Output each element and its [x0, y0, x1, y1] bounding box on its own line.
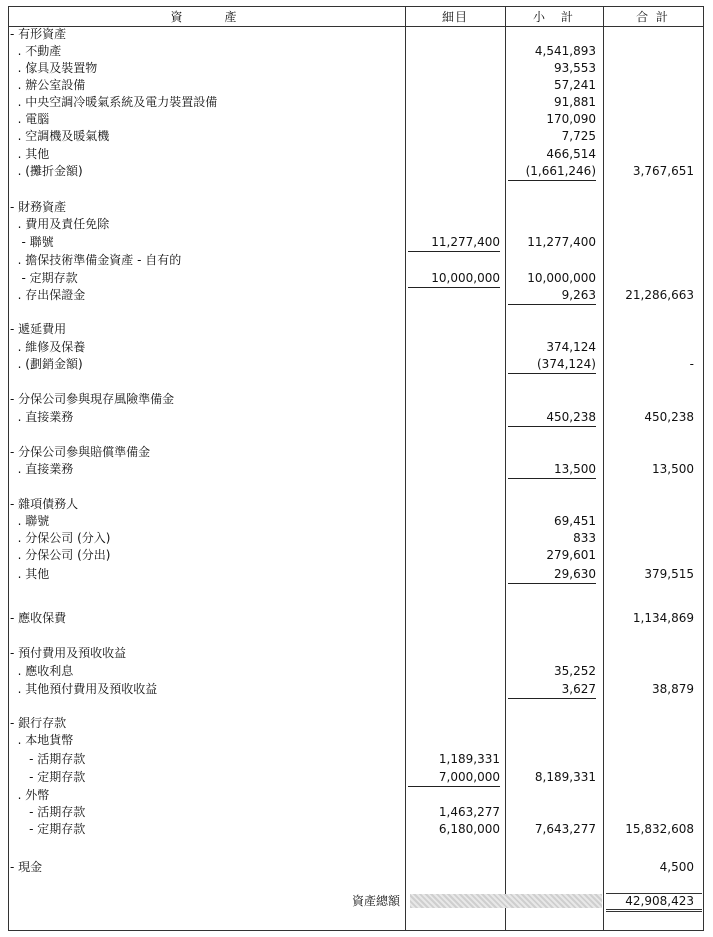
row-label: . 其他	[10, 147, 50, 161]
row-label: . 本地貨幣	[10, 733, 74, 747]
table-row	[0, 681, 713, 698]
table-row	[0, 751, 713, 768]
detail-cell: 7,000,000	[408, 769, 500, 787]
total-cell: 4,500	[659, 860, 694, 874]
table-row	[0, 26, 713, 43]
row-label: . (劃銷金額)	[10, 357, 83, 371]
detail-cell: 11,277,400	[408, 234, 500, 252]
row-label: - 預付費用及預收收益	[10, 646, 127, 660]
total-cell: 450,238	[644, 410, 694, 424]
footer-label: 資產總額	[352, 894, 401, 908]
row-label: . 空調機及暖氣機	[10, 129, 110, 143]
row-label: . 辦公室設備	[10, 78, 86, 92]
row-label: . 其他	[10, 567, 50, 581]
subtotal-cell: 8,189,331	[534, 770, 596, 784]
row-label: . 擔保技術準備金資產 - 自有的	[10, 253, 182, 267]
total-cell: 13,500	[652, 462, 694, 476]
row-label: . 電腦	[10, 112, 50, 126]
row-label: . 分保公司 (分入)	[10, 531, 111, 545]
table-row	[0, 128, 713, 145]
subtotal-cell: 35,252	[554, 664, 596, 678]
header-total: 合 計	[636, 10, 670, 24]
table-row	[0, 234, 713, 251]
row-label: - 活期存款	[10, 752, 86, 766]
row-label: - 分保公司參與現存風險準備金	[10, 392, 175, 406]
detail-cell: 10,000,000	[408, 270, 500, 288]
row-label: . 外幣	[10, 788, 50, 802]
table-row	[0, 287, 713, 304]
table-row	[0, 339, 713, 356]
row-label: . 聯號	[10, 514, 50, 528]
subtotal-cell: (374,124)	[508, 356, 596, 374]
total-cell: 1,134,869	[632, 611, 694, 625]
table-row	[0, 94, 713, 111]
row-label: . 不動產	[10, 44, 62, 58]
table-row	[0, 270, 713, 287]
subtotal-cell: 374,124	[546, 340, 596, 354]
row-label: - 定期存款	[10, 770, 86, 784]
total-cell: 3,767,651	[632, 164, 694, 178]
table-row	[0, 391, 713, 408]
row-label: . 其他預付費用及預收收益	[10, 682, 158, 696]
subtotal-cell: 91,881	[554, 95, 596, 109]
bottom-rule	[8, 930, 703, 931]
table-row	[0, 645, 713, 662]
table-row	[0, 199, 713, 216]
detail-cell: 1,463,277	[438, 805, 500, 819]
table-row	[0, 804, 713, 821]
table-row	[0, 146, 713, 163]
table-row	[0, 610, 713, 627]
row-label: - 有形資產	[10, 27, 67, 41]
total-cell: 38,879	[652, 682, 694, 696]
table-row	[0, 715, 713, 732]
subtotal-cell: 13,500	[508, 461, 596, 479]
header-assets: 資 產	[170, 10, 243, 24]
header-detail: 細目	[441, 10, 468, 24]
subtotal-cell: 10,000,000	[527, 271, 596, 285]
final-total-double-rule-2	[606, 911, 702, 912]
subtotal-cell: 450,238	[508, 409, 596, 427]
table-row	[0, 77, 713, 94]
subtotal-cell: 279,601	[546, 548, 596, 562]
row-label: - 遞延費用	[10, 322, 67, 336]
subtotal-cell: 4,541,893	[534, 44, 596, 58]
row-label: - 應收保費	[10, 611, 67, 625]
row-label: - 財務資產	[10, 200, 67, 214]
table-row	[0, 821, 713, 838]
row-label: . (攤折金額)	[10, 164, 83, 178]
subtotal-cell: (1,661,246)	[508, 163, 596, 181]
table-row	[0, 111, 713, 128]
table-row	[0, 163, 713, 180]
row-label: - 定期存款	[10, 822, 86, 836]
footer-total: 42,908,423	[625, 894, 694, 908]
row-label: - 銀行存款	[10, 716, 67, 730]
subtotal-cell: 93,553	[554, 61, 596, 75]
table-row	[0, 216, 713, 233]
total-cell: 15,832,608	[625, 822, 694, 836]
row-label: . 應收利息	[10, 664, 74, 678]
footer-row	[0, 893, 713, 910]
header-subtotal: 小 計	[532, 10, 575, 24]
table-row	[0, 356, 713, 373]
top-rule	[8, 6, 703, 7]
row-label: . 直接業務	[10, 462, 74, 476]
table-row	[0, 732, 713, 749]
subtotal-cell: 11,277,400	[527, 235, 596, 249]
subtotal-cell: 57,241	[554, 78, 596, 92]
table-row	[0, 461, 713, 478]
total-cell: -	[689, 357, 694, 371]
table-row	[0, 60, 713, 77]
table-row	[0, 859, 713, 876]
subtotal-cell: 833	[573, 531, 596, 545]
detail-cell: 1,189,331	[438, 752, 500, 766]
row-label: - 聯號	[10, 235, 54, 249]
row-label: . 傢具及裝置物	[10, 61, 98, 75]
subtotal-cell: 170,090	[546, 112, 596, 126]
row-label: - 活期存款	[10, 805, 86, 819]
row-label: - 現金	[10, 860, 43, 874]
row-label: . 分保公司 (分出)	[10, 548, 111, 562]
subtotal-cell: 9,263	[508, 287, 596, 305]
subtotal-cell: 466,514	[546, 147, 596, 161]
subtotal-cell: 29,630	[508, 566, 596, 584]
table-row	[0, 530, 713, 547]
row-label: - 分保公司參與賠償準備金	[10, 445, 151, 459]
table-row	[0, 566, 713, 583]
table-row	[0, 496, 713, 513]
table-row	[0, 43, 713, 60]
total-cell: 379,515	[644, 567, 694, 581]
row-label: . 維修及保養	[10, 340, 86, 354]
table-row	[0, 409, 713, 426]
table-row	[0, 769, 713, 786]
table-row	[0, 321, 713, 338]
subtotal-cell: 69,451	[554, 514, 596, 528]
row-label: - 定期存款	[10, 271, 78, 285]
subtotal-cell: 7,643,277	[534, 822, 596, 836]
table-row	[0, 252, 713, 269]
row-label: - 雜項債務人	[10, 497, 79, 511]
table-row	[0, 787, 713, 804]
row-label: . 直接業務	[10, 410, 74, 424]
table-row	[0, 547, 713, 564]
table-row	[0, 663, 713, 680]
subtotal-cell: 7,725	[561, 129, 596, 143]
row-label: . 中央空調冷暖氣系統及電力裝置設備	[10, 95, 218, 109]
detail-cell: 6,180,000	[438, 822, 500, 836]
row-label: . 費用及責任免除	[10, 217, 110, 231]
table-row	[0, 513, 713, 530]
total-cell: 21,286,663	[625, 288, 694, 302]
row-label: . 存出保證金	[10, 288, 86, 302]
subtotal-cell: 3,627	[508, 681, 596, 699]
table-row	[0, 444, 713, 461]
